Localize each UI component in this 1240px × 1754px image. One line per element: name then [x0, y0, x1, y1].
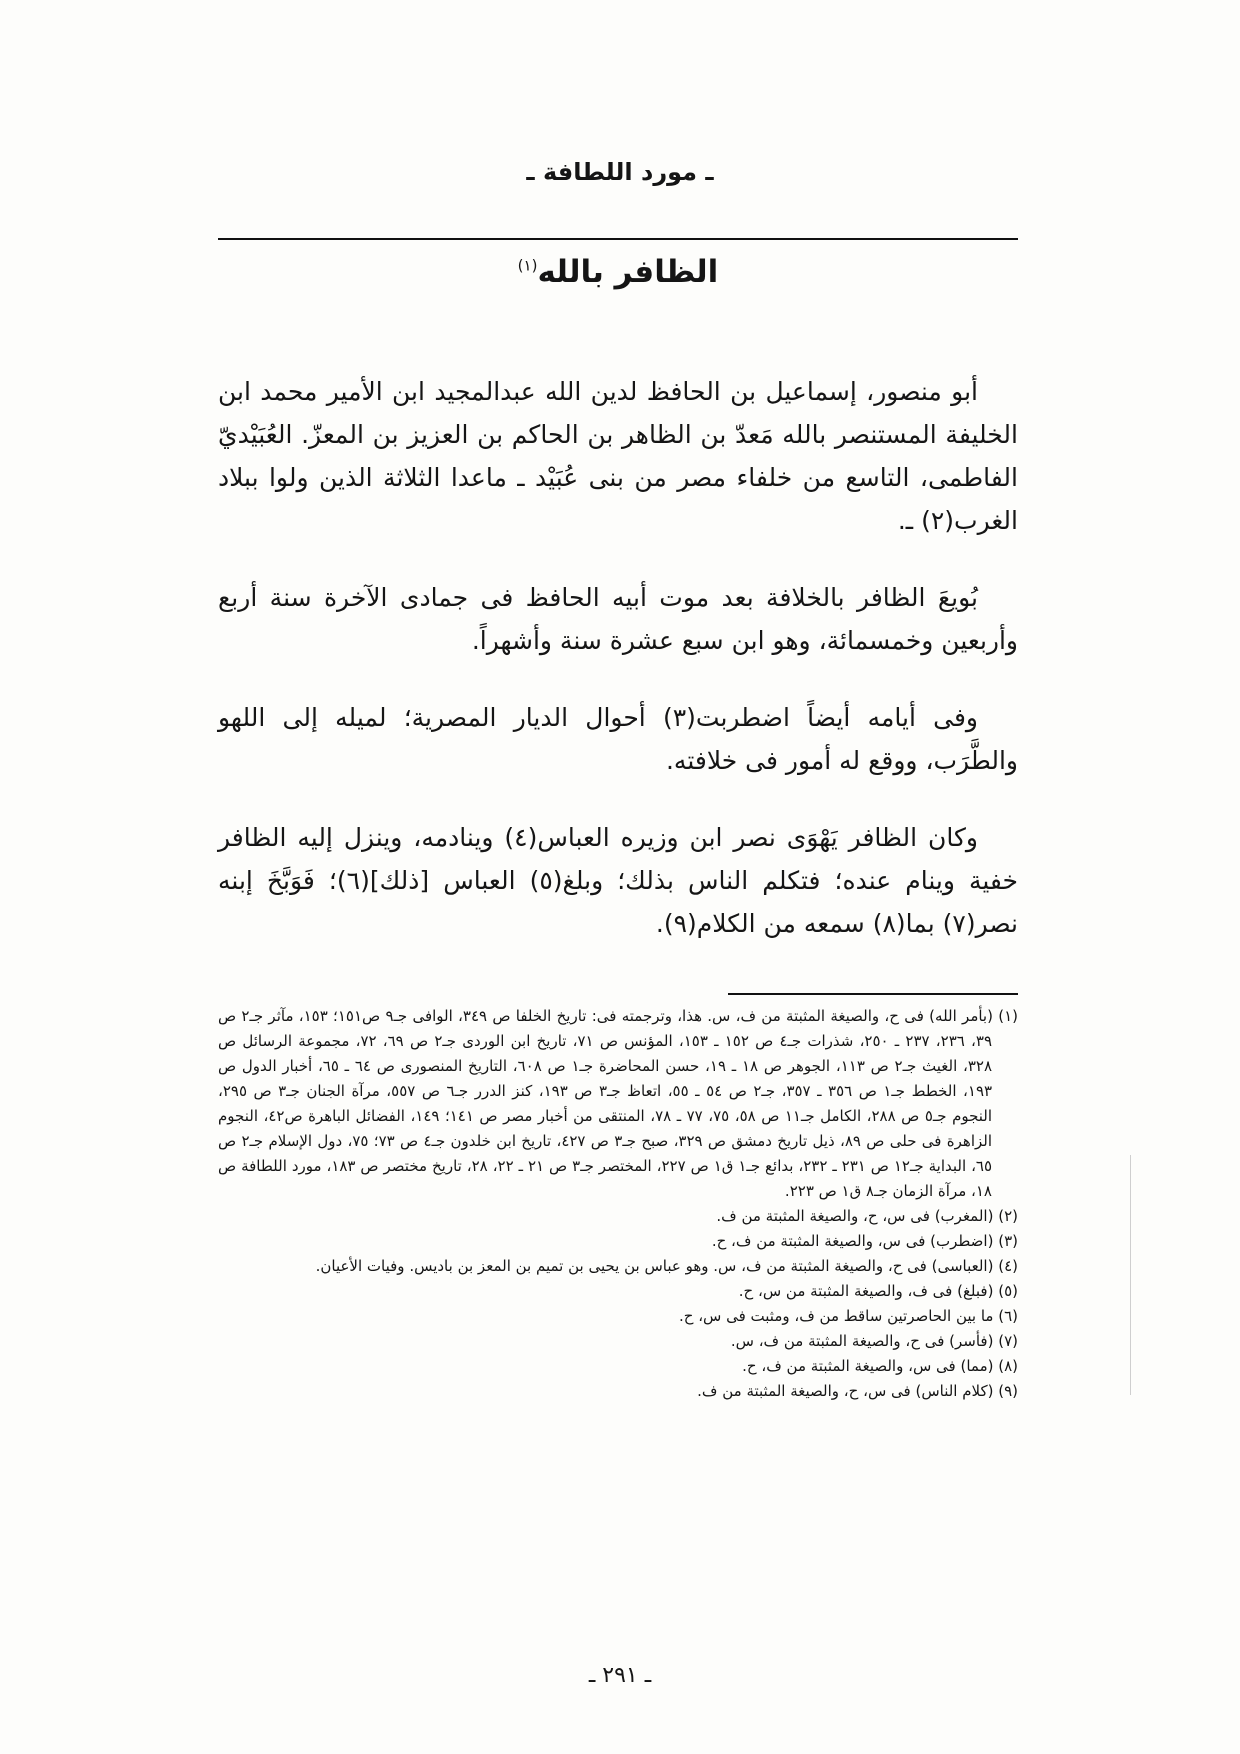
footnote: (٣) (اضطرب) فى س، والصيغة المثبتة من ف، ح.	[711, 1232, 1018, 1250]
paragraph: وكان الظافر يَهْوَى نصر ابن وزيره العباس(٤) وينادمه، وينزل إليه الظافر خفية وينام عنده؛ فتكلم الناس بذلك؛ وبلغ(٥) العباس [ذلك](٦)؛ فَوَبَّخَ إبنه نصر(٧) بما(٨) سمعه من الكلام(٩).	[218, 823, 1019, 938]
paragraph: وفى أيامه أيضاً اضطربت(٣) أحوال الديار المصرية؛ لميله إلى اللهو والطَّرَب، ووقع له أمور فى خلافته.	[218, 703, 1018, 775]
chapter-title	[218, 254, 1018, 290]
scan-margin-line	[1130, 1155, 1131, 1395]
page-number: ـ ٢٩١ ـ	[588, 1663, 652, 1688]
footnote: (٩) (كلام الناس) فى س، ح، والصيغة المثبتة من ف.	[697, 1382, 1018, 1400]
paragraph: بُويعَ الظافر بالخلافة بعد موت أبيه الحافظ فى جمادى الآخرة سنة أربع وأربعين وخمسمائة، وهو ابن سبع عشرة سنة وأشهراً.	[218, 583, 1018, 655]
running-head: ـ مورد اللطافة ـ	[526, 158, 714, 186]
footnote: (١) (بأمر الله) فى ح، والصيغة المثبتة من ف، س. هذا، وترجمته فى: تاريخ الخلفا ص ٣٤٩، الوافى جـ٩ ص١٥١؛ ١٥٣، مآثر جـ٢ ص ٣٩، ٢٣٦، ٢٣٧ ـ ٢٥٠، شذرات جـ٤ ص ١٥٢ ـ ١٥٣، المؤنس ص ٧١، تاريخ ابن الوردى جـ٢ ص ٦٩، ٧٢، مجموعة الرسائل ص ٣٢٨، الغيث جـ٢ ص ١١٣، الجوهر ص ١٨ ـ ١٩، حسن المحاضرة جـ١ ص ٦٠٨، التاريخ المنصورى ص ٦٤ ـ ٦٥، أخبار الدول ص ١٩٣، الخطط جـ١ ص ٣٥٦ ـ ٣٥٧، جـ٢ ص ٥٤ ـ ٥٥، اتعاظ جـ٣ ص ١٩٣، كنز الدرر جـ٦ ص ٥٥٧، مرآة الجنان جـ٣ ص ٢٩٥، النجوم جـ٥ ص ٢٨٨، الكامل جـ١١ ص ٥٨، ٧٥، ٧٧ ـ ٧٨، المنتقى من أخبار مصر ص ١٤١؛ ١٤٩، الفضائل الباهرة ص٤٢، النجوم الزاهرة فى حلى ص ٨٩، ذيل تاريخ دمشق ص ٣٢٩، صبح جـ٣ ص ٤٢٧، تاريخ ابن خلدون جـ٤ ص ٧٣؛ ٧٥، دول الإسلام جـ٢ ص ٦٥، البداية جـ١٢ ص ٢٣١ ـ ٢٣٢، بدائع جـ١ ق١ ص ٢٢٧، المختصر جـ٣ ص ٢١ ـ ٢٢، ٢٨، تاريخ مختصر ص ١٨٣، مورد اللطافة ص ١٨، مرآة الزمان جـ٨ ق١ ص ٢٢٣.	[218, 1007, 1019, 1200]
title-note-ref: (١)	[517, 256, 538, 275]
footnote: (٨) (مما) فى س، والصيغة المثبتة من ف، ح.	[742, 1357, 1018, 1375]
body-text	[218, 370, 1018, 979]
footnote: (٤) (العباسى) فى ح، والصيغة المثبتة من ف، س. وهو عباس بن يحيى بن تميم بن المعز بن باديس. وفيات الأعيان.	[315, 1257, 1018, 1275]
paragraph: أبو منصور، إسماعيل بن الحافظ لدين الله عبدالمجيد ابن الأمير محمد ابن الخليفة المستنصر بالله مَعدّ بن الظاهر بن الحاكم بن العزيز بن المعزّ. العُبَيْديّ الفاطمى، التاسع من خلفاء مصر من بنى عُبَيْد ـ ماعدا الثلاثة الذين ولوا ببلاد الغرب(٢) ـ.	[218, 377, 1018, 535]
footnote: (٢) (المغرب) فى س، ح، والصيغة المثبتة من ف.	[716, 1207, 1018, 1225]
header-rule	[218, 238, 1018, 240]
footnotes	[218, 1004, 1018, 1404]
footnote: (٥) (فبلغ) فى ف، والصيغة المثبتة من س، ح.	[738, 1282, 1018, 1300]
footnote-rule	[728, 993, 1018, 995]
chapter-title-text: الظافر بالله	[537, 254, 719, 290]
footnote: (٦) ما بين الحاصرتين ساقط من ف، ومثبت فى س، ح.	[678, 1307, 1018, 1325]
footnote: (٧) (فأسر) فى ح، والصيغة المثبتة من ف، س.	[730, 1332, 1018, 1350]
